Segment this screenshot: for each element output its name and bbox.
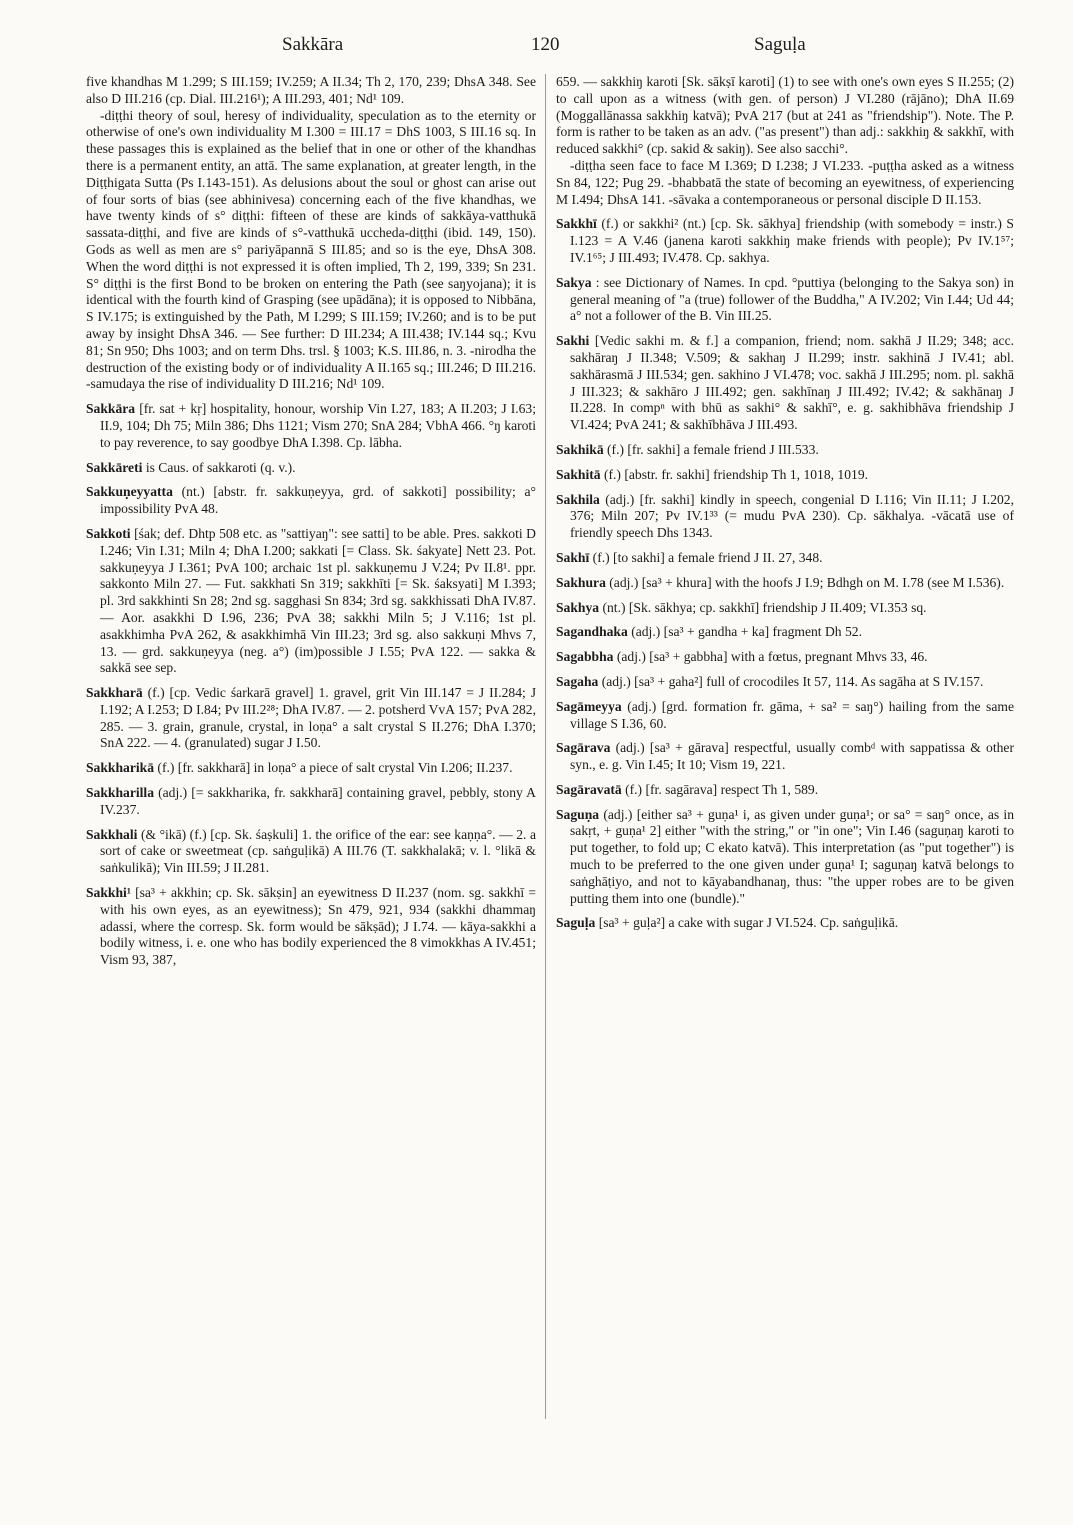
entry-headword: Sakkoti — [86, 525, 131, 541]
entry-definition: (f.) [fr. sakkharā] in loṇa° a piece of salt crystal Vin I.206; II.237. — [157, 760, 513, 776]
entry-headword: Sakya — [556, 274, 592, 290]
entry-definition: (f.) or sakkhi² (nt.) [cp. Sk. sākhya] friendship (with somebody = instr.) S I.123 = A V.46 (janena karoti sakkhiŋ make friends with people); Pv IV.1⁵⁷; IV.1⁶⁵; J III.493; IV.478. Cp. sakhya. — [570, 216, 1014, 265]
entry-headword: Sakhī — [556, 549, 590, 565]
entry-definition: [sa³ + akkhin; cp. Sk. sākṣin] an eyewitness D II.237 (nom. sg. sakkhī = with his own eyes, as an eyewitness); Sn 479, 921, 934 (sakkhi dhammaŋ adassi, where the corresp. Sk. form would be sākṣād); J I.74. — kāya-sakkhi a bodily witness, i. e. one who has bodily experienced the 8 vimokkhas A IV.451; Vism 93, 387, — [100, 885, 536, 968]
dictionary-entry — [556, 216, 1014, 266]
entry-headword: Sakkharā — [86, 685, 143, 701]
entry-headword: Sakhi — [556, 333, 590, 349]
entry-headword: Sakhila — [556, 491, 600, 507]
entry-definition: (adj.) [sa³ + gaha²] full of crocodiles It 57, 114. As sagāha at S IV.157. — [601, 673, 984, 689]
entry-headword: Sagabbha — [556, 649, 614, 665]
dictionary-entry — [556, 467, 1014, 484]
dictionary-entry — [556, 275, 1014, 325]
dictionary-entry — [556, 807, 1014, 908]
entry-headword: Sagaha — [556, 673, 599, 689]
dictionary-entry — [86, 885, 536, 969]
entry-headword: Sakkhi¹ — [86, 885, 131, 901]
entry-definition: [śak; def. Dhtp 508 etc. as "sattiyaŋ": see satti] to be able. Pres. sakkoti D I.246; Vin I.31; Miln 4; DhA I.200; sakkati [= Class. Sk. śakyate] Nett 23. Pot. sakkuṇeyya J I.361; PvA 100; archaic 1st pl. sakkuṇemu J V.24; Pv II.8¹. ppr. sakkonto Miln 27. — Fut. sakkhati Sn 319; sakkhīti [= Sk. śaksyati] M I.393; pl. 3rd sakkhinti Sn 28; 2nd sg. sagghasi Sn 834; 3rd sg. sakkhissati DhA IV.87. — Aor. asakkhi D I.96, 236; PvA 38; sakkhi Miln 5; J V.116; 1st pl. asakkhimha PvA 262, & asakkhimhā Vin III.23; 3rd sg. also sakkuṇi Mhvs 7, 13. — grd. sakkuṇeyya (neg. a°) (im)possible J I.55; PvA 122. — sakka & sakkā see sep. — [100, 525, 536, 676]
dictionary-entry — [556, 442, 1014, 459]
entry-definition: [fr. sat + kṛ] hospitality, honour, worship Vin I.27, 183; A II.203; J I.63; II.9, 104; Dh 75; Miln 386; Dhs 1121; Vism 270; SnA 284; VbhA 466. °ŋ karoti to pay reverence, to say goodbye DhA I.398. Cp. lābha. — [100, 401, 536, 450]
entry-headword: Sakkharilla — [86, 785, 154, 801]
entry-definition: (f.) [to sakhi] a female friend J II. 27, 348. — [592, 549, 823, 565]
entry-headword: Sakhura — [556, 574, 606, 590]
entry-definition: (adj.) [either sa³ + guṇa¹ i, as given under guṇa¹; or sa° = saŋ° once, as in sakṛt, + guṇa¹ 2] either "with the string," or "in one"; Vin I.46 (saguṇaŋ karoti to put together, to fold up; C ekato katvā). This interpretation (as "put together") is much to be preferred to the one given under guṇa¹ I; saguṇaŋ katvā belongs to saṅghāṭiyo, and not to kāyabandhanaŋ, thus: "the upper robes are to be given putting them into one (bundle)." — [570, 806, 1014, 906]
entry-definition: (f.) [fr. sakhi] a female friend J III.533. — [607, 441, 819, 457]
entry-definition: (adj.) [sa³ + gabbha] with a fœtus, pregnant Mhvs 33, 46. — [616, 649, 928, 665]
dictionary-entry — [86, 484, 536, 518]
page-number: 120 — [531, 34, 560, 55]
entry-headword: Saguṇa — [556, 806, 600, 822]
column-divider — [545, 74, 546, 1419]
entry-list — [86, 401, 536, 969]
entry-definition: (& °ikā) (f.) [cp. Sk. śaṣkuli] 1. the orifice of the ear: see kaṇṇa°. — 2. a sort of cake or sweetmeat (cp. saṅguḷikā) A III.76 (T. sakkhalakā; v. l. °likā & saṅkulikā); Vin III.59; J II.281. — [100, 826, 536, 876]
dictionary-entry — [556, 492, 1014, 542]
continuation-paragraph: five khandhas M 1.299; S III.159; IV.259; A II.34; Th 2, 170, 239; DhsA 348. See also D III.216 (cp. Dial. III.216¹); A III.293, 401; Nd¹ 109. — [86, 74, 536, 106]
entry-definition: (adj.) [sa³ + khura] with the hoofs J I.9; Bdhgh on M. I.78 (see M I.536). — [609, 574, 1005, 590]
dictionary-entry — [556, 333, 1014, 434]
entry-headword: Saguḷa — [556, 915, 596, 931]
entry-headword: Sagāmeyya — [556, 698, 622, 714]
continuation-paragraph: -diṭṭha seen face to face M I.369; D I.238; J VI.233. -puṭṭha asked as a witness Sn 84, 122; Pug 29. -bhabbatā the state of becoming an eyewitness, of experiencing M I.494; DhsA 141. -sāvaka a contemporaneous or personal disciple D II.153. — [556, 157, 1014, 207]
entry-headword: Sakkāreti — [86, 459, 143, 475]
entry-list — [556, 216, 1014, 932]
entry-headword: Sagandhaka — [556, 624, 628, 640]
entry-headword: Sakhya — [556, 599, 600, 615]
dictionary-entry — [86, 785, 536, 819]
header-right-word: Saguḷa — [754, 34, 806, 55]
dictionary-entry — [86, 760, 536, 777]
entry-headword: Sakkāra — [86, 401, 136, 417]
entry-headword: Sakkuṇeyyatta — [86, 484, 173, 500]
entry-definition: (adj.) [sa³ + gārava] respectful, usually combᵈ with sappatissa & other syn., e. g. Vin I.45; It 10; Vism 19, 221. — [570, 740, 1014, 773]
dictionary-entry — [86, 401, 536, 451]
dictionary-entry — [86, 685, 536, 752]
entry-definition: (nt.) [Sk. sākhya; cp. sakkhī] friendship J II.409; VI.353 sq. — [602, 599, 927, 615]
entry-headword: Sagārava — [556, 740, 611, 756]
entry-headword: Sakhitā — [556, 466, 601, 482]
entry-definition: : see Dictionary of Names. In cpd. °puttiya (belonging to the Sakya son) in general meaning of "a (true) follower of the Buddha," A IV.202; Vin I.44; Ud 44; a° not a follower of the B. Vin III.25. — [570, 274, 1014, 324]
running-head — [86, 34, 1016, 62]
dictionary-entry — [556, 624, 1014, 641]
entry-headword: Sakkhali — [86, 826, 138, 842]
left-column — [86, 74, 536, 977]
dictionary-entry — [556, 550, 1014, 567]
entry-definition: (adj.) [sa³ + gandha + ka] fragment Dh 52. — [631, 624, 862, 640]
continuation-paragraph: 659. — sakkhiŋ karoti [Sk. sākṣī karoti] (1) to see with one's own eyes S II.255; (2) to call upon as a witness (with gen. of person) J VI.280 (rājāno); DhA II.69 (Moggallānassa sakkhiŋ katvā); PvA 217 (but at 241 as "friendship"). Note. The P. form is rather to be taken as an adv. ("as present") than adj.: sakkhiŋ & sakkhī, with reduced sakkhi° (cp. sakid & sakiŋ). See also sacchi°. — [556, 74, 1014, 157]
entry-definition: (f.) [fr. sagārava] respect Th 1, 589. — [625, 781, 819, 797]
entry-definition: (adj.) [fr. sakhi] kindly in speech, congenial D I.116; Vin II.11; J I.202, 376; Miln 207; Pv IV.1³³ (= mudu PvA 230). Cp. sākhalya. -vācatā use of friendly speech Dhs 1343. — [570, 491, 1014, 541]
entry-headword: Sakkharikā — [86, 760, 155, 776]
entry-definition: (adj.) [= sakkharika, fr. sakkharā] containing gravel, pebbly, stony A IV.237. — [100, 785, 537, 817]
entry-definition: (f.) [cp. Vedic śarkarā gravel] 1. gravel, grit Vin III.147 = J II.284; J I.192; A I.253; D I.84; Pv III.2²⁸; DhA IV.87. — 2. potsherd VvA 157; PvA 282, 285. — 3. grain, granule, crystal, in loṇa° a salt crystal S II.276; DhA I.370; SnA 222. — 4. (granulated) sugar J I.50. — [100, 685, 536, 751]
dictionary-entry — [556, 915, 1014, 932]
entry-headword: Sagāravatā — [556, 781, 622, 797]
dictionary-entry — [556, 740, 1014, 774]
entry-definition: is Caus. of sakkaroti (q. v.). — [145, 459, 296, 475]
dictionary-entry — [556, 699, 1014, 733]
dictionary-entry — [556, 782, 1014, 799]
entry-definition: [sa³ + guḷa²] a cake with sugar J VI.524. Cp. saṅguḷikā. — [598, 915, 899, 931]
entry-definition: (nt.) [abstr. fr. sakkuṇeyya, grd. of sakkoti] possibility; a° impossibility PvA 48. — [100, 484, 536, 517]
dictionary-entry — [556, 600, 1014, 617]
entry-definition: (f.) [abstr. fr. sakhi] friendship Th 1, 1018, 1019. — [603, 466, 869, 482]
right-column — [556, 74, 1014, 940]
dictionary-entry — [556, 674, 1014, 691]
dictionary-entry — [556, 649, 1014, 666]
entry-headword: Sakhikā — [556, 441, 604, 457]
entry-headword: Sakkhī — [556, 216, 597, 232]
continuation-paragraph: -diṭṭhi theory of soul, heresy of individuality, speculation as to the eternity or otherwise of one's own individuality M I.300 = III.17 = DhS 1003, S III.16 sq. In these passages this is explained as the belief that in one or other of the khandhas there is a permanent entity, an attā. The same explanation, at greater length, in the Diṭṭhigata Sutta (Ps I.143-151). As delusions about the soul or ghost can arise out of four sorts of bias (see abhinivesa) concerning each of the five khandhas, we have twenty kinds of s° diṭṭhi: fifteen of these are kinds of sakkāya-vatthukā sassata-diṭṭhi, and five are kinds of s°-vatthukā uccheda-diṭṭhi (ibid. 149, 150). Gods as well as men are s° pariyāpannā S III.85; and so is the eye, DhsA 308. When the word diṭṭhi is not expressed it is often implied, Th 2, 199, 339; Sn 231. S° diṭṭhi is the first Bond to be broken on entering the Path (see saŋyojana); it is identical with the fourth kind of Grasping (see upādāna); it is opposed to Nibbāna, S IV.175; is extinguished by the Path, M I.299; S III.159; IV.260; and is to be put away by insight DhsA 346. — See further: D III.234; A III.438; IV.144 sq.; Kvu 81; Sn 950; Dhs 1003; and on term Dhs. trsl. § 1003; K.S. III.86, n. 3. -nirodha the destruction of the existing body or of individuality A II.165 sq.; III.246; D III.216. -samudaya the rise of individuality D III.216; Nd¹ 109. — [86, 107, 536, 392]
entry-definition: [Vedic sakhi m. & f.] a companion, friend; nom. sakhā J II.29; 348; acc. sakhāraŋ J II.348; V.509; & sakhaŋ J II.299; instr. sakhinā J IV.41; abl. sakhārasmā J III.534; gen. sakhino J VI.478; voc. sakhā J III.295; nom. pl. sakhā J III.323; & sakhāro J III.492; gen. sakhīnaŋ J III.492; IV.42; & sakhānaŋ J II.228. In compⁿ with bhū as sakhi° & sakhī°, e. g. sakhibhāva friendship J VI.424; PvA 241; & sakhībhāva J III.493. — [570, 333, 1014, 433]
entry-definition: (adj.) [grd. formation fr. gāma, + sa² = saŋ°) hailing from the same village S I.36, 60. — [570, 698, 1014, 731]
dictionary-entry — [86, 526, 536, 677]
dictionary-entry — [86, 460, 536, 477]
header-left-word: Sakkāra — [282, 34, 344, 55]
dictionary-entry — [556, 575, 1014, 592]
dictionary-entry — [86, 827, 536, 877]
